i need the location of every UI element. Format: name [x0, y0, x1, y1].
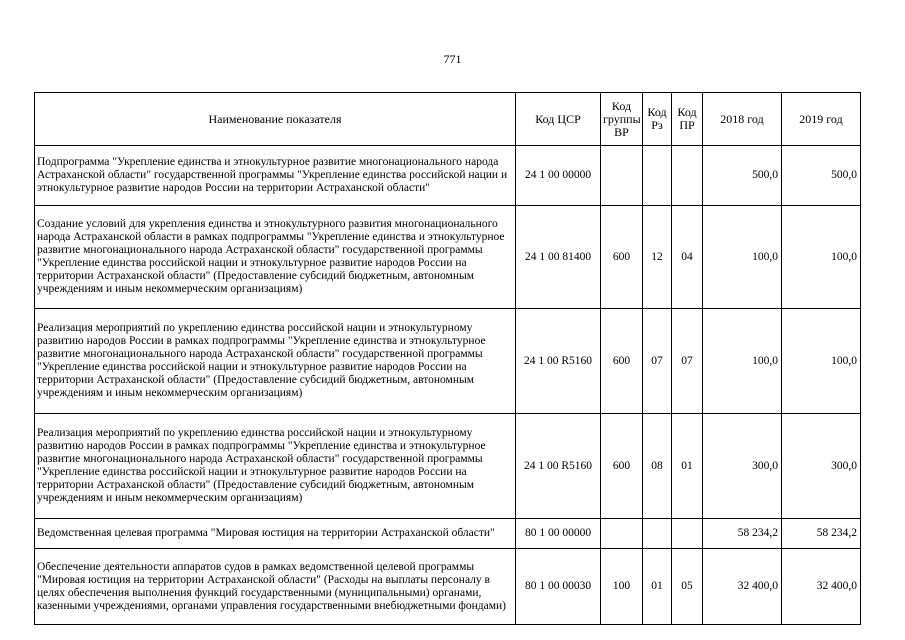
row-vr: 600 [601, 414, 643, 519]
row-2019: 300,0 [782, 414, 861, 519]
row-pr: 01 [672, 414, 703, 519]
row-csr: 80 1 00 00030 [516, 549, 601, 625]
row-pr [672, 519, 703, 549]
row-csr: 24 1 00 81400 [516, 206, 601, 309]
row-2018: 300,0 [703, 414, 782, 519]
table-row [35, 146, 861, 206]
table-row [35, 519, 861, 549]
header-row [35, 93, 861, 146]
row-name: Подпрограмма "Укрепление единства и этнокультурное развитие многонационального народа Астраханской области" государственной программы "Укрепление единства российской нации и этнокультурное развитие народов России на территории Астраханской области" [35, 146, 516, 206]
row-2018: 58 234,2 [703, 519, 782, 549]
row-pr [672, 146, 703, 206]
header-vr: Код группы ВР [601, 93, 643, 146]
row-csr: 24 1 00 R5160 [516, 309, 601, 414]
row-pr: 05 [672, 549, 703, 625]
row-pr: 07 [672, 309, 703, 414]
page-number: 771 [443, 52, 462, 66]
header-csr: Код ЦСР [516, 93, 601, 146]
row-name: Обеспечение деятельности аппаратов судов в рамках ведомственной целевой программы "Мировая юстиция на территории Астраханской области" (Расходы на выплаты персоналу в целях обеспечения выполнения функций государственными (муниципальными) органами, казенными учреждениями, органами управления государственными внебюджетными фондами) [35, 549, 516, 625]
table-row [35, 414, 861, 519]
table-row [35, 206, 861, 309]
row-rz: 08 [643, 414, 672, 519]
row-vr [601, 146, 643, 206]
row-csr: 24 1 00 R5160 [516, 414, 601, 519]
row-2018: 100,0 [703, 206, 782, 309]
row-rz: 12 [643, 206, 672, 309]
header-pr: Код ПР [672, 93, 703, 146]
row-2018: 100,0 [703, 309, 782, 414]
row-pr: 04 [672, 206, 703, 309]
row-csr: 24 1 00 00000 [516, 146, 601, 206]
row-csr: 80 1 00 00000 [516, 519, 601, 549]
row-2019: 58 234,2 [782, 519, 861, 549]
row-2019: 100,0 [782, 206, 861, 309]
row-rz [643, 519, 672, 549]
row-name: Ведомственная целевая программа "Мировая юстиция на территории Астраханской области" [35, 519, 516, 549]
budget-table [34, 92, 861, 625]
header-rz: Код Рз [643, 93, 672, 146]
row-rz: 07 [643, 309, 672, 414]
table-row [35, 549, 861, 625]
row-rz [643, 146, 672, 206]
row-rz: 01 [643, 549, 672, 625]
row-vr: 600 [601, 206, 643, 309]
row-name: Реализация мероприятий по укреплению единства российской нации и этнокультурному развитию народов России в рамках подпрограммы "Укрепление единства и этнокультурное развитие многонационального народа Астраханской области" государственной программы "Укрепление единства российской нации и этнокультурное развитие народов России на территории Астраханской области" (Предоставление субсидий бюджетным, автономным учреждениям и иным некоммерческим организациям) [35, 309, 516, 414]
table-row [35, 309, 861, 414]
header-2019: 2019 год [782, 93, 861, 146]
row-2019: 32 400,0 [782, 549, 861, 625]
row-name: Создание условий для укрепления единства и этнокультурного развития многонационального народа Астраханской области в рамках подпрограммы "Укрепление единства и этнокультурное развитие многонационального народа Астраханской области" государственной программы "Укрепление единства российской нации и этнокультурное развитие народов России на территории Астраханской области" (Предоставление субсидий бюджетным, автономным учреждениям и иным некоммерческим организациям) [35, 206, 516, 309]
row-vr [601, 519, 643, 549]
row-2019: 500,0 [782, 146, 861, 206]
header-name: Наименование показателя [35, 93, 516, 146]
row-vr: 600 [601, 309, 643, 414]
header-2018: 2018 год [703, 93, 782, 146]
row-name: Реализация мероприятий по укреплению единства российской нации и этнокультурному развитию народов России в рамках подпрограммы "Укрепление единства и этнокультурное развитие многонационального народа Астраханской области" государственной программы "Укрепление единства российской нации и этнокультурное развитие народов России на территории Астраханской области" (Предоставление субсидий бюджетным, автономным учреждениям и иным некоммерческим организациям) [35, 414, 516, 519]
row-2018: 32 400,0 [703, 549, 782, 625]
row-2019: 100,0 [782, 309, 861, 414]
row-2018: 500,0 [703, 146, 782, 206]
row-vr: 100 [601, 549, 643, 625]
